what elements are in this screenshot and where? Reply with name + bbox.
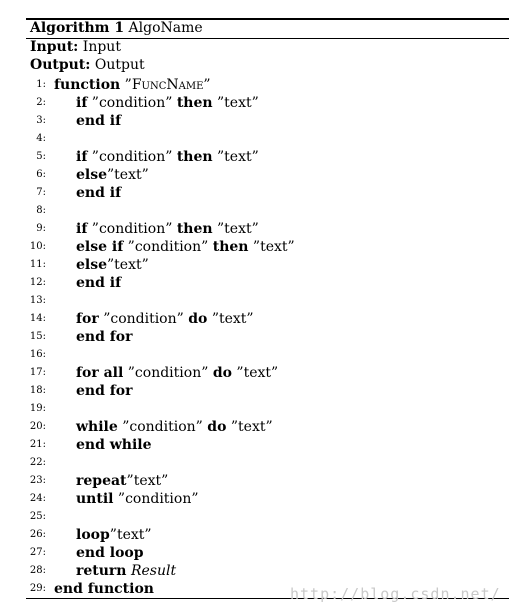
keyword: repeat [76,473,127,489]
line-number: 10: [29,241,46,252]
line-content [76,274,121,292]
line-number: 24: [29,493,46,504]
keyword: then [176,221,213,237]
line-content [76,526,152,544]
line-number: 8: [36,205,46,216]
watermark-text: http://blog.csdn.net/ [290,585,501,603]
code-line [0,274,510,292]
line-number: 2: [36,97,46,108]
line-text: ”text” [126,473,169,489]
keyword: if [76,221,88,237]
keyword: end if [76,275,122,291]
line-text: ”text” [226,419,273,435]
line-number: 15: [29,331,46,342]
line-number: 20: [29,421,46,432]
line-number: 23: [29,475,46,486]
line-content [76,328,133,346]
code-line [0,418,510,436]
line-number: 1: [36,79,46,90]
line-text: ”condition” [113,491,199,507]
line-number: 6: [36,169,46,180]
output-value: Output [94,57,145,73]
line-text: ”text” [231,365,279,381]
keyword: end for [76,383,133,399]
line-content [76,184,121,202]
line-text: ”condition” [123,365,213,381]
code-line [0,526,510,544]
code-line [0,130,510,148]
keyword: until [76,491,114,507]
line-content [76,256,149,274]
code-line [0,166,510,184]
code-line [0,328,510,346]
line-number: 4: [36,133,46,144]
code-line [0,184,510,202]
line-number: 29: [29,583,46,594]
code-line [0,382,510,400]
keyword: if [76,149,88,165]
code-line [0,94,510,112]
code-line [0,490,510,508]
line-text: ”condition” [87,221,177,237]
line-text: ”text” [109,527,152,543]
line-content [76,562,176,580]
code-line [0,238,510,256]
line-text: ”text” [212,221,259,237]
input-label: Input: [30,39,79,55]
line-content [76,148,259,166]
code-line [0,202,510,220]
line-number: 5: [36,151,46,162]
code-line [0,76,510,94]
line-number: 22: [29,457,46,468]
keyword: else [76,167,108,183]
function-name: ”FuncName” [120,77,211,93]
input-line [30,39,121,55]
line-text: ”text” [212,95,259,111]
line-content [76,436,152,454]
code-line [0,256,510,274]
line-number: 7: [36,187,46,198]
line-number: 16: [29,349,46,360]
code-line [0,364,510,382]
code-line [0,220,510,238]
line-text: ”condition” [123,239,213,255]
keyword: then [176,149,213,165]
line-content [76,310,254,328]
line-content [76,544,144,562]
code-line [0,454,510,472]
code-line [0,310,510,328]
line-content [76,418,273,436]
keyword: end if [76,113,122,129]
line-text: ”text” [107,167,149,183]
line-number: 14: [29,313,46,324]
keyword: do [212,365,232,381]
code-line [0,148,510,166]
keyword: return [76,563,127,579]
line-content [76,112,121,130]
line-number: 17: [29,367,46,378]
code-line [0,400,510,418]
code-line [0,436,510,454]
keyword: loop [76,527,110,543]
keyword: else [76,257,108,273]
line-number: 13: [29,295,46,306]
line-text: ”condition” [87,149,177,165]
line-content [76,220,259,238]
line-content [76,238,295,256]
line-text: ”condition” [117,419,208,435]
keyword: function [54,77,121,93]
line-number: 27: [29,547,46,558]
line-content [76,94,259,112]
algorithm-name: AlgoName [128,20,203,36]
code-line [0,346,510,364]
keyword: end while [76,437,152,453]
line-number: 18: [29,385,46,396]
keyword: do [207,419,227,435]
code-line [0,562,510,580]
code-line [0,112,510,130]
line-text: ”text” [107,257,149,273]
keyword: while [76,419,118,435]
output-line [30,57,145,73]
line-content [76,472,168,490]
line-number: 25: [29,511,46,522]
code-line [0,292,510,310]
keyword: then [212,239,249,255]
line-text: ”text” [248,239,295,255]
keyword: end for [76,329,133,345]
keyword: for all [76,365,124,381]
keyword: else if [76,239,124,255]
line-number: 19: [29,403,46,414]
line-number: 28: [29,565,46,576]
code-line [0,472,510,490]
line-text: ”text” [207,311,254,327]
input-value: Input [82,39,121,55]
keyword: end loop [76,545,144,561]
keyword: if [76,95,88,111]
output-label: Output: [30,57,91,73]
keyword: do [188,311,208,327]
algorithm-caption [30,20,203,36]
algorithm-label: Algorithm 1 [30,20,125,36]
line-number: 12: [29,277,46,288]
result-variable: Result [130,563,177,579]
keyword: end function [54,581,154,597]
line-content [76,382,133,400]
line-number: 26: [29,529,46,540]
line-content [76,364,278,382]
line-text: ”condition” [98,311,189,327]
code-line [0,508,510,526]
line-number: 21: [29,439,46,450]
line-content [76,166,149,184]
line-content [54,76,211,94]
code-line [0,544,510,562]
line-text: ”condition” [87,95,177,111]
line-number: 3: [36,115,46,126]
line-number: 11: [29,259,46,270]
keyword: for [76,311,99,327]
keyword: then [176,95,213,111]
line-content [76,490,199,508]
line-text: ”text” [212,149,259,165]
line-number: 9: [36,223,46,234]
line-content [54,580,154,598]
keyword: end if [76,185,122,201]
